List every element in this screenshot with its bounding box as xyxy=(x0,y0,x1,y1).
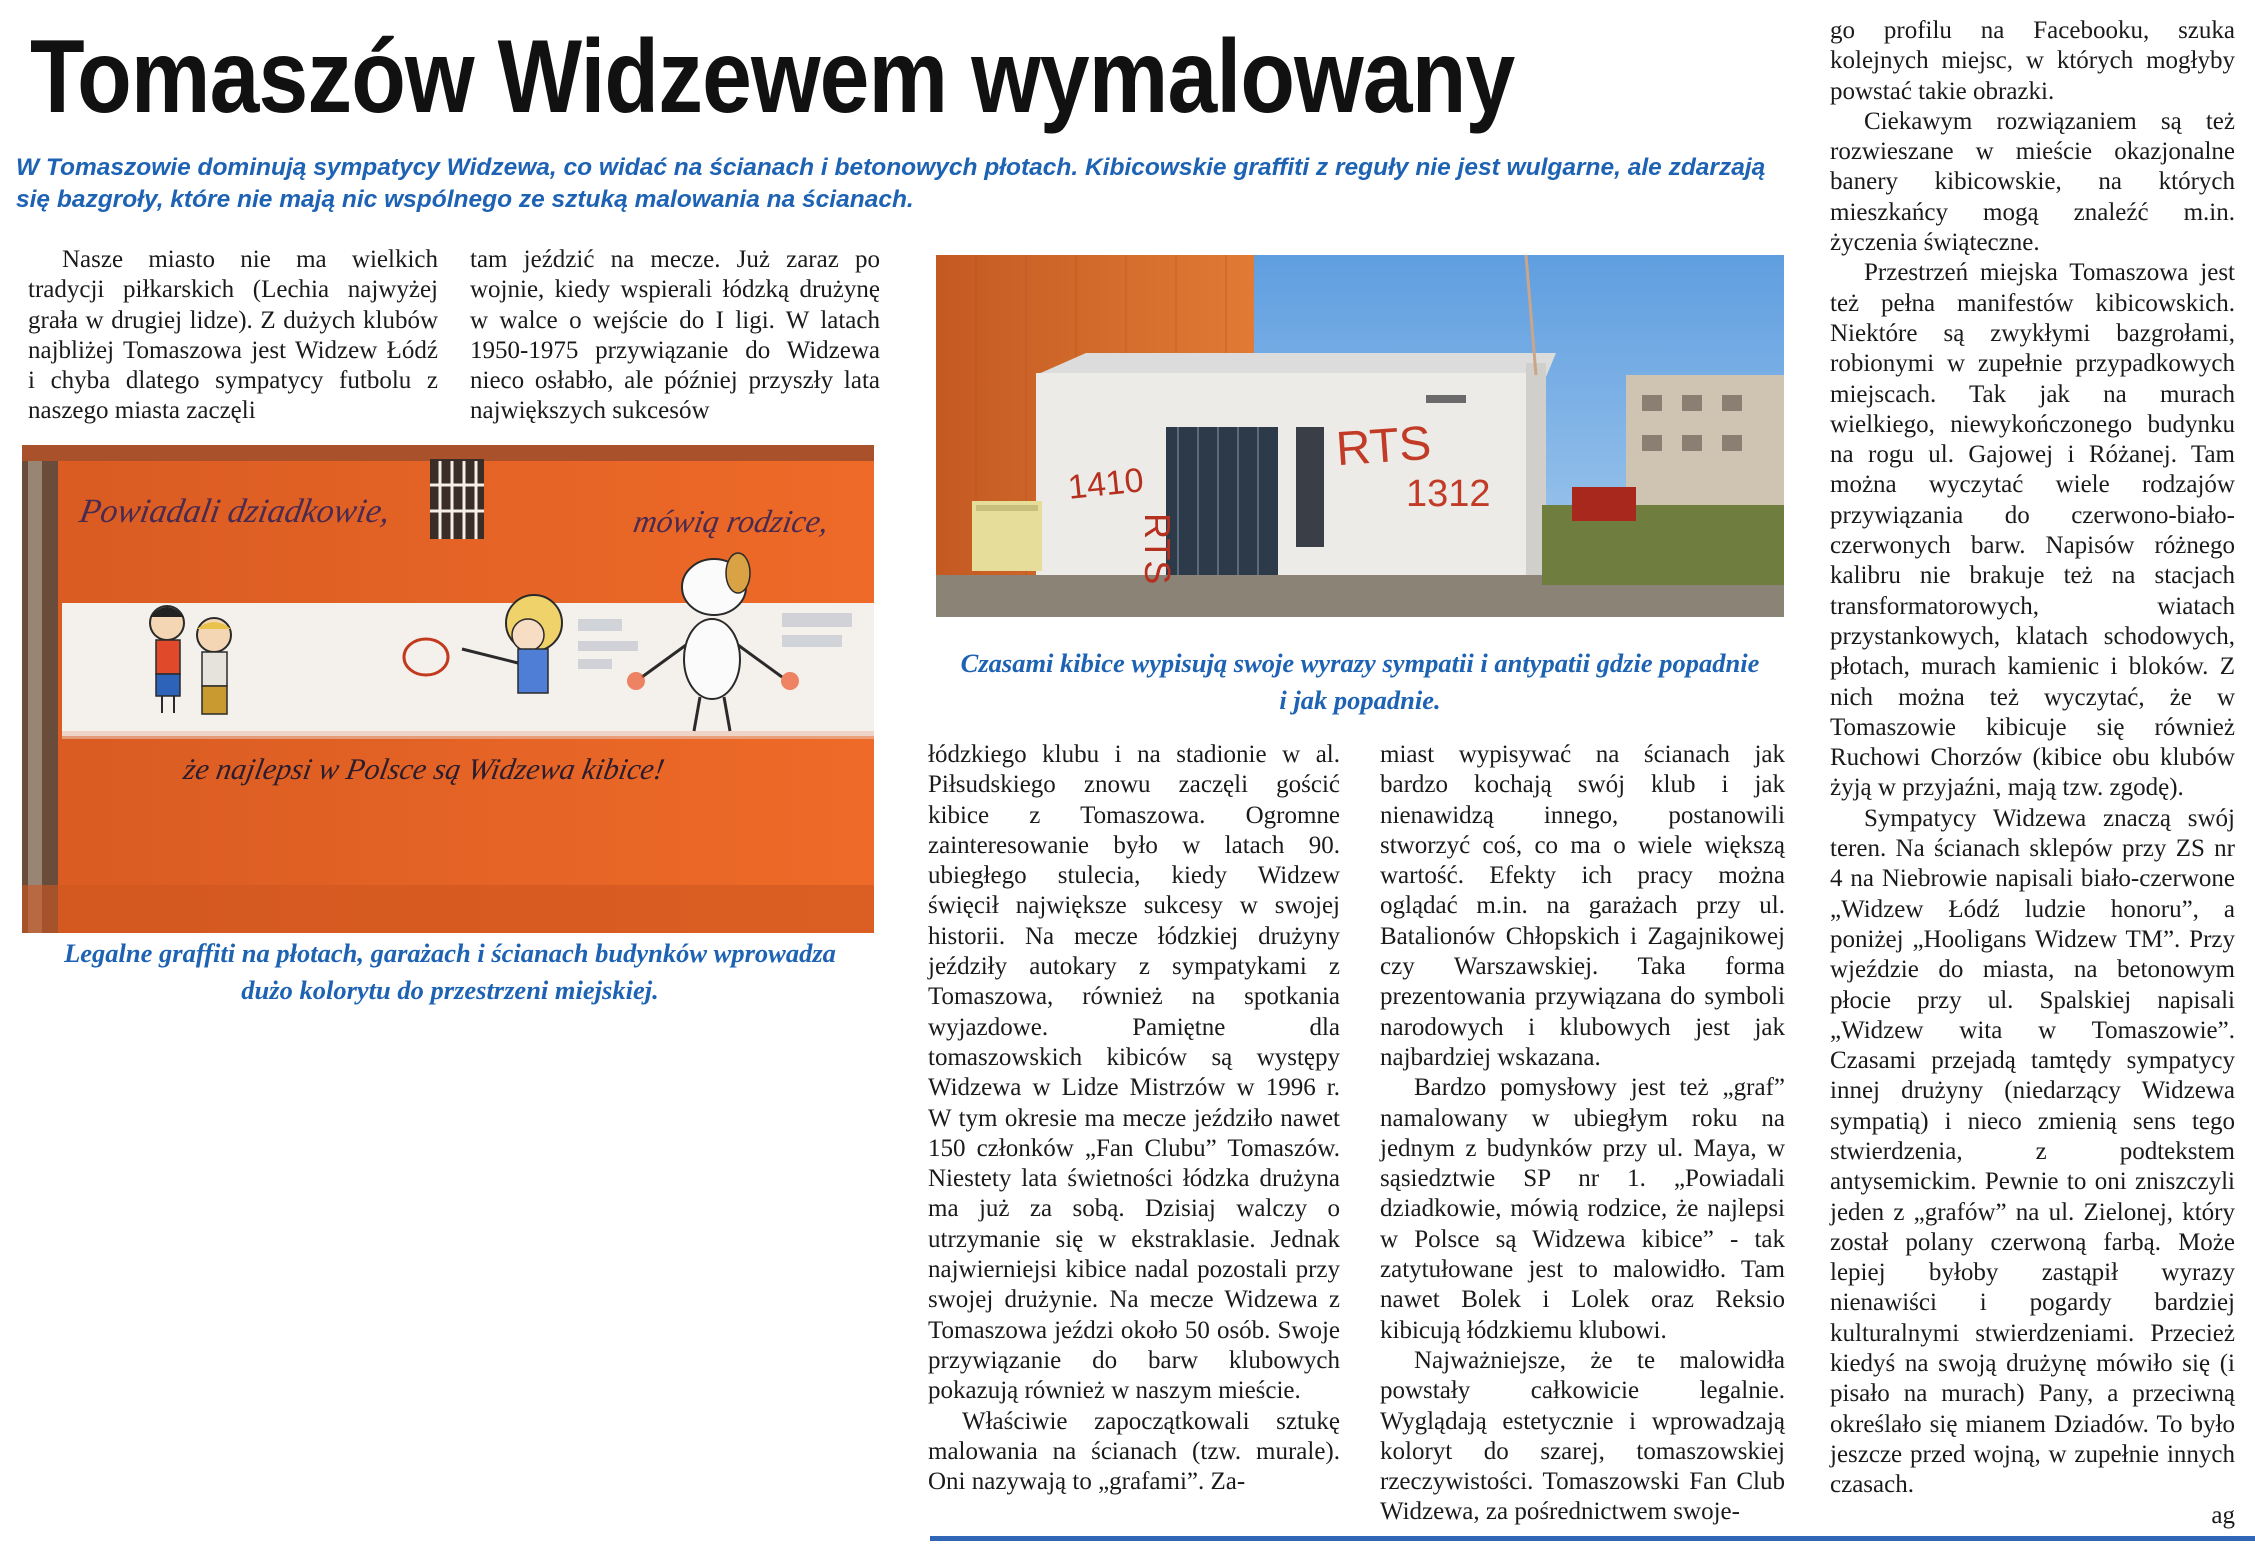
graffiti-text: RTS xyxy=(1334,416,1433,477)
column-4 xyxy=(1380,740,1785,1528)
building-caption: Czasami kibice wypisują swoje wyrazy sympatii i antypatii gdzie popadnie i jak popadnie. xyxy=(960,648,1760,715)
column-1 xyxy=(28,245,438,427)
column-2 xyxy=(470,245,880,427)
article-lead: W Tomaszowie dominują sympatycy Widzewa, co widać na ścianach i betonowych płotach. Kibicowskie graffiti z reguły nie jest wulgarne, ale zdarzają się bazgroły, które nie mają nic wspólnego ze sztuką malowania na ścianach. xyxy=(16,154,1766,213)
paragraph: go profilu na Facebooku, szuka kolejnych miejsc, w których mogłyby powstać takie obrazki. xyxy=(1830,17,2235,105)
mural-caption: Legalne graffiti na płotach, garażach i ścianach budynków wprowadza dużo kolorytu do przestrzeni miejskiej. xyxy=(64,938,836,1005)
paragraph: Sympatycy Widzewa znaczą swój teren. Na ścianach sklepów przy ZS nr 4 na Niebrowie napisali biało-czerwone „Widzew Łódź ludzie honoru”, a poniżej „Hooligans Widzew TM”. Przy wjeździe do miasta, na betonowym płocie przy ul. Spalskiej napisali „Widzew wita w Tomaszowie”. Czasami przejadą tamtędy sympatycy innej drużyny (niedarzący Widzewa sympatią) i nieco zmienią sens tego stwierdzenia, z podtekstem antysemickim. Pewnie to oni zniszczyli jeden z „grafów” na ul. Zielonej, który został polany czerwoną farbą. Może lepiej byłoby zastąpił wyrazy nienawiści i pogardy bardziej kulturalnymi stwierdzeniami. Przecież kiedyś na swoją drużynę mówiło się (i pisało na murach) Pany, a przeciwną określało się mianem Dziadów. To było jeszcze przed wojną, w zupełnie innych czasach. xyxy=(1830,804,2235,1499)
graffiti-text: 1312 xyxy=(1406,473,1491,515)
paragraph: Najważniejsze, że te malowidła powstały całkowicie legalnie. Wyglądają estetycznie i wprowadzają koloryt do szarej, tomaszowskiej rzeczywistości. Tomaszowski Fan Club Widzewa, za pośrednictwem swoje- xyxy=(1380,1346,1785,1526)
paragraph: Przestrzeń miejska Tomaszowa jest też pełna manifestów kibicowskich. Niektóre są zwykłymi bazgrołami, robionymi w zupełnie przypadkowych miejscach. Tak jak na murach wielkiego, niewykończonego budynku na rogu ul. Gajowej i Różanej. Tam można wyczytać wiele rodzajów przywiązania do czerwono-biało-czerwonych barw. Napisów różnego kalibru nie brakuje też na stacjach transformatorowych, wiatach przystankowych, klatach schodowych, płotach, murach kamienic i bloków. Z nich można też wyczytać, że w Tomaszowie kibicuje się również Ruchowi Chorzów (kibice obu klubów żyją w przyjaźni, mają tzw. zgodę). xyxy=(1830,259,2235,802)
paragraph: Bardzo pomysłowy jest też „graf” namalowany w ubiegłym roku na jednym z budynków przy ul. Maya, w sąsiedztwie SP nr 1. „Powiadali dziadkowie, mówią rodzice, że najlepsi w Polsce są Widzewa kibice” - tak zatytułowane jest to malowidło. Tam nawet Bolek i Lolek oraz Reksio kibicują łódzkiemu klubowi. xyxy=(1380,1074,1785,1344)
paragraph: miast wypisywać na ścianach jak bardzo kochają swój klub i jak nienawidzą innego, postanowili stworzyć coś, co ma o wiele większą wartość. Efekty ich pracy można oglądać m.in. na garażach przy ul. Batalionów Chłopskich i Zagajnikowej czy Warszawskiej. Taka forma prezentowania przywiązana do symboli narodowych i klubowych jest jak najbardziej wskazana. xyxy=(1380,741,1785,1071)
article-title: Tomaszów Widzewem wymalowany xyxy=(30,19,1515,135)
column-3 xyxy=(928,740,1340,1497)
paragraph: tam jeździć na mecze. Już zaraz po wojnie, kiedy wspierali łódzką drużynę w walce o wejście do I ligi. W latach 1950-1975 przywiązanie do Widzewa nieco osłabło, ale później przyszły lata największych sukcesów xyxy=(470,246,880,425)
paragraph: Nasze miasto nie ma wielkich tradycji piłkarskich (Lechia najwyżej grała w drugiej lidze). Z dużych klubów najbliżej Tomaszowa jest Widzew Łódź i chyba dlatego sympatycy futbolu z naszego miasta zaczęli xyxy=(28,246,438,425)
paragraph: łódzkiego klubu i na stadionie w al. Piłsudskiego znowu zaczęli gościć kibice z Tomaszowa. Ogromne zainteresowanie było w latach 90. ubiegłego stulecia, kiedy Widzew święcił największe sukcesy w swojej historii. Na mecze łódzkiej drużyny jeździły autokary z sympatykami z Tomaszowa, również na spotkania wyjazdowe. Pamiętne dla tomaszowskich kibiców są występy Widzewa w Lidze Mistrzów w 1996 r. W tym okresie ma mecze jeździło nawet 150 członków „Fan Clubu” Tomaszów. Niestety lata świetności łódzka drużyna ma już za sobą. Dzisiaj walczy o utrzymanie się w ekstraklasie. Jednak najwierniejsi kibice nadal pozostali przy swojej drużynie. Na mecze Widzewa z Tomaszowa jeździ około 50 osób. Swoje przywiązanie do barw klubowych pokazują również w naszym mieście. xyxy=(928,741,1340,1405)
mural-text-top-left: Powiadali dziadkowie, xyxy=(76,493,394,530)
mural-photo xyxy=(22,445,874,933)
bottom-rule xyxy=(930,1536,2255,1541)
column-5 xyxy=(1830,16,2235,1531)
graffiti-text: 1410 xyxy=(1066,461,1146,507)
author-signature: ag xyxy=(2211,1501,2235,1529)
graffiti-text: RTS xyxy=(1137,513,1178,585)
mural-text-bottom: że najlepsi w Polsce są Widzewa kibice! xyxy=(181,753,667,786)
mural-text-top-right: mówią rodzice, xyxy=(630,503,832,539)
paragraph: Właściwie zapoczątkowali sztukę malowania na ścianach (tzw. murale). Oni nazywają to „grafami”. Za- xyxy=(928,1407,1340,1496)
building-photo xyxy=(936,255,1784,617)
paragraph: Ciekawym rozwiązaniem są też rozwieszane w mieście okazjonalne banery kibicowskie, na których mieszkańcy mogą znaleźć m.in. życzenia świąteczne. xyxy=(1830,107,2235,257)
